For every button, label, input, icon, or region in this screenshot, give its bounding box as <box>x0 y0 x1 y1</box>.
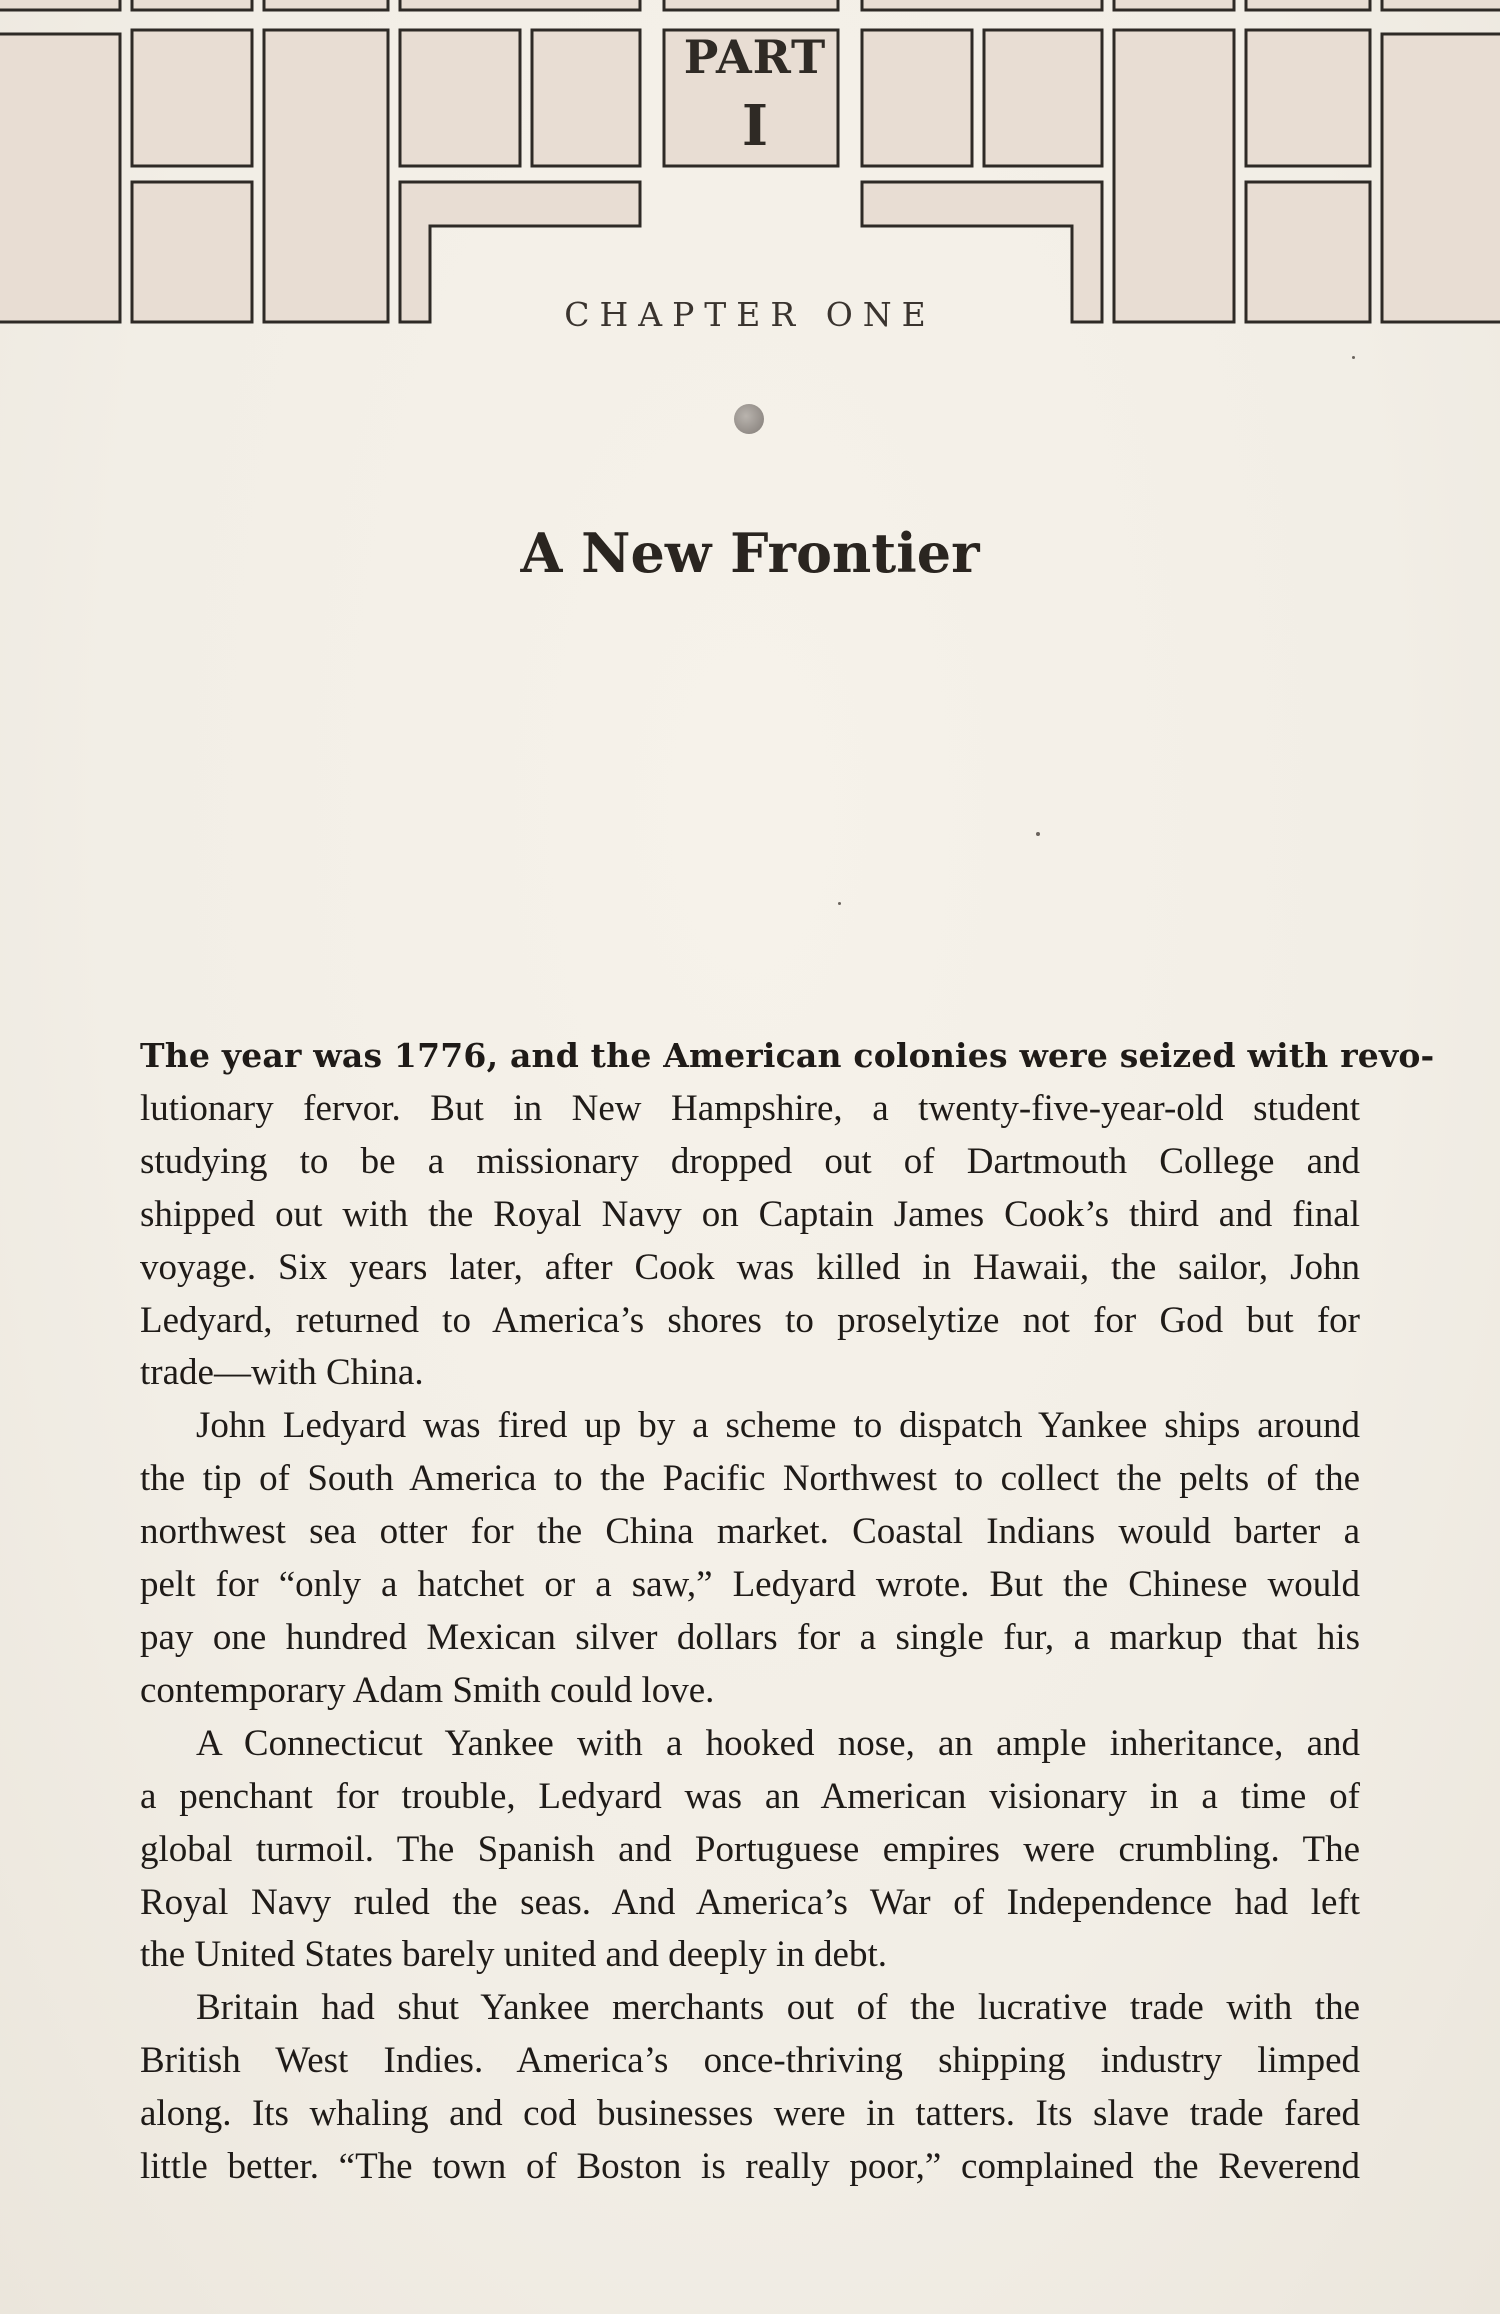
part-label: PART <box>683 30 827 84</box>
part-number: I <box>741 93 769 159</box>
text-line: the United States barely united and deeply in debt. <box>140 1934 887 1976</box>
chapter-body <box>140 1030 1435 2194</box>
maze-cell <box>0 34 120 322</box>
text-line: pelt for “only a hatchet or a saw,” Ledyard wrote. But the Chinese would <box>140 1564 1360 1606</box>
maze-cell <box>862 0 1102 10</box>
chapter-label: CHAPTER ONE <box>564 295 936 334</box>
maze-cell <box>132 30 252 166</box>
text-line: along. Its whaling and cod businesses were in tatters. Its slave trade fared <box>140 2093 1360 2135</box>
maze-cell <box>984 30 1102 166</box>
ornament-dot-icon <box>734 404 764 434</box>
text-line: British West Indies. America’s once-thriving shipping industry limped <box>140 2040 1360 2082</box>
paragraph <box>140 1982 1360 2194</box>
maze-cell <box>664 0 838 10</box>
maze-cell <box>1114 0 1234 10</box>
maze-cell <box>0 0 120 10</box>
text-line: Ledyard, returned to America’s shores to proselytize not for God but for <box>140 1299 1360 1341</box>
text-line: a penchant for trouble, Ledyard was an American visionary in a time of <box>140 1775 1360 1817</box>
paragraph <box>140 1718 1360 1983</box>
text-line: contemporary Adam Smith could love. <box>140 1669 715 1711</box>
maze-cell <box>400 30 520 166</box>
text-line: northwest sea otter for the China market. Coastal Indians would barter a <box>140 1511 1360 1553</box>
text-line: A Connecticut Yankee with a hooked nose, an ample inheritance, and <box>196 1722 1360 1764</box>
paragraph <box>140 1400 1360 1717</box>
text-line: global turmoil. The Spanish and Portuguese empires were crumbling. The <box>140 1828 1360 1870</box>
text-line: the tip of South America to the Pacific Northwest to collect the pelts of the <box>140 1458 1360 1500</box>
text-line: voyage. Six years later, after Cook was killed in Hawaii, the sailor, John <box>140 1246 1360 1288</box>
maze-cell <box>1382 34 1500 322</box>
maze-cell <box>532 30 640 166</box>
maze-cell <box>132 182 252 322</box>
text-line: Britain had shut Yankee merchants out of the lucrative trade with the <box>196 1987 1360 2029</box>
text-line: Royal Navy ruled the seas. And America’s War of Independence had left <box>140 1881 1360 1923</box>
maze-cell <box>862 30 972 166</box>
maze-cell <box>1114 30 1234 322</box>
maze-cell <box>264 0 388 10</box>
text-line: little better. “The town of Boston is really poor,” complained the Reverend <box>140 2146 1360 2188</box>
text-line: pay one hundred Mexican silver dollars for a single fur, a markup that his <box>140 1616 1360 1658</box>
chapter-title: A New Frontier <box>520 521 980 585</box>
text-line: shipped out with the Royal Navy on Captain James Cook’s third and final <box>140 1193 1360 1235</box>
maze-cell <box>132 0 252 10</box>
maze-cell <box>400 0 640 10</box>
page-speck <box>1036 832 1040 836</box>
maze-cell <box>264 30 388 322</box>
page-speck <box>1352 356 1355 359</box>
paragraph <box>140 1030 1435 1400</box>
maze-cell <box>1246 182 1370 322</box>
text-line: trade—with China. <box>140 1352 424 1394</box>
text-line: studying to be a missionary dropped out of Dartmouth College and <box>140 1140 1360 1182</box>
maze-cell <box>1246 0 1370 10</box>
text-line: lutionary fervor. But in New Hampshire, a twenty-five-year-old student <box>140 1087 1360 1129</box>
text-line: The year was 1776, and the American colonies were seized with revo- <box>140 1036 1435 1075</box>
page-speck <box>838 902 841 905</box>
maze-cell <box>1382 0 1500 10</box>
text-line: John Ledyard was fired up by a scheme to dispatch Yankee ships around <box>196 1405 1360 1447</box>
maze-cell <box>1246 30 1370 166</box>
